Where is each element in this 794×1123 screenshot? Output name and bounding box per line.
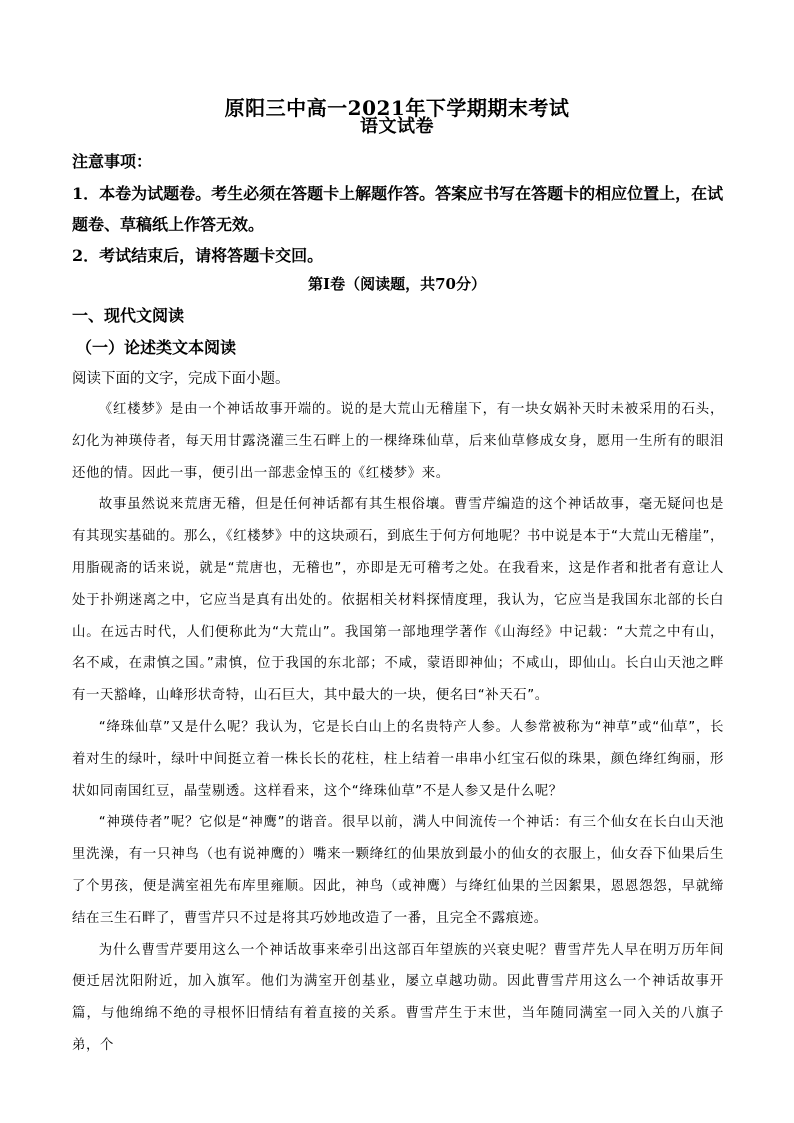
section-heading: 一、现代文阅读 bbox=[72, 306, 185, 325]
notes-heading: 注意事项： bbox=[72, 152, 153, 171]
passage-paragraph: “绛珠仙草”又是什么呢？我认为，它是长白山上的名贵特产人参。人参常被称为“神草”或“仙草”，长着对生的绿叶，绿叶中间挺立着一株长长的花柱，柱上结着一串串小红宝石似的珠果，颜色绛红绚丽，形状如同南国红豆，晶莹剔透。这样看来，这个“绛珠仙草”不是人参又是什么呢？ bbox=[72, 719, 724, 799]
reading-instruction: 阅读下面的文字，完成下面小题。 bbox=[72, 371, 290, 387]
reading-passage bbox=[72, 394, 724, 1062]
passage-paragraph: 《红楼梦》是由一个神话故事开端的。说的是大荒山无稽崖下，有一块女娲补天时未被采用的石头，幻化为神瑛侍者，每天用甘露浇灌三生石畔上的一棵绛珠仙草，后来仙草修成女身，愿用一生所有的眼泪还他的情。因此一事，便引出一部悲金悼玉的《红楼梦》来。 bbox=[72, 402, 724, 481]
exam-title: 原阳三中高一2021年下学期期末考试 bbox=[224, 96, 570, 120]
passage-paragraph: 为什么曹雪芹要用这么一个神话故事来牵引出这部百年望族的兴衰史呢？曹雪芹先人早在明万历年间便迁居沈阳附近，加入旗军。他们为满室开创基业，屡立卓越功勋。因此曹雪芹用这么一个神话故事开篇，与他绵绵不绝的寻根怀旧情结有着直接的关系。曹雪芹生于末世，当年随同满室一同入关的八旗子弟，个 bbox=[72, 942, 724, 1053]
subsection-heading: （一）论述类文本阅读 bbox=[76, 338, 237, 357]
note-item-2: 2．考试结束后，请将答题卡交回。 bbox=[72, 246, 324, 265]
passage-paragraph: “神瑛侍者”呢？它似是“神鹰”的谐音。很早以前，满人中间流传一个神话：有三个仙女在长白山天池里洗澡，有一只神鸟（也有说神鹰的）嘴来一颗绛红的仙果放到最小的仙女的衣服上，仙女吞下仙果后生了个男孩，便是满室祖先布库里雍顺。因此，神鸟（或神鹰）与绛红仙果的兰因絮果，恩恩怨怨，早就缔结在三生石畔了，曹雪芹只不过是将其巧妙地改造了一番，且完全不露痕迹。 bbox=[72, 815, 724, 926]
exam-subtitle: 语文试卷 bbox=[360, 116, 434, 137]
part-heading: 第Ⅰ卷（阅读题，共70分） bbox=[308, 275, 486, 293]
note-item-1: 1．本卷为试题卷。考生必须在答题卡上解题作答。答案应书写在答题卡的相应位置上，在试题卷、草稿纸上作答无效。 bbox=[72, 184, 724, 234]
passage-paragraph: 故事虽然说来荒唐无稽，但是任何神话都有其生根俗壤。曹雪芹编造的这个神话故事，毫无疑问也是有其现实基础的。那么，《红楼梦》中的这块顽石，到底生于何方何地呢？书中说是本于“大荒山无稽崖”，用脂砚斋的话来说，就是“荒唐也，无稽也”，亦即是无可稽考之处。在我看来，这是作者和批者有意让人处于扑朔迷离之中，它应当是真有出处的。依据相关材料探情度理，我认为，它应当是我国东北部的长白山。在远古时代，人们便称此为“大荒山”。我国第一部地理学著作《山海经》中记载：“大荒之中有山，名不咸，在肃慎之国。”肃慎，位于我国的东北部；不咸，蒙语即神仙；不咸山，即仙山。长白山天池之畔有一天豁峰，山峰形状奇特，山石巨大，其中最大的一块，便名曰“补天石”。 bbox=[72, 497, 724, 704]
